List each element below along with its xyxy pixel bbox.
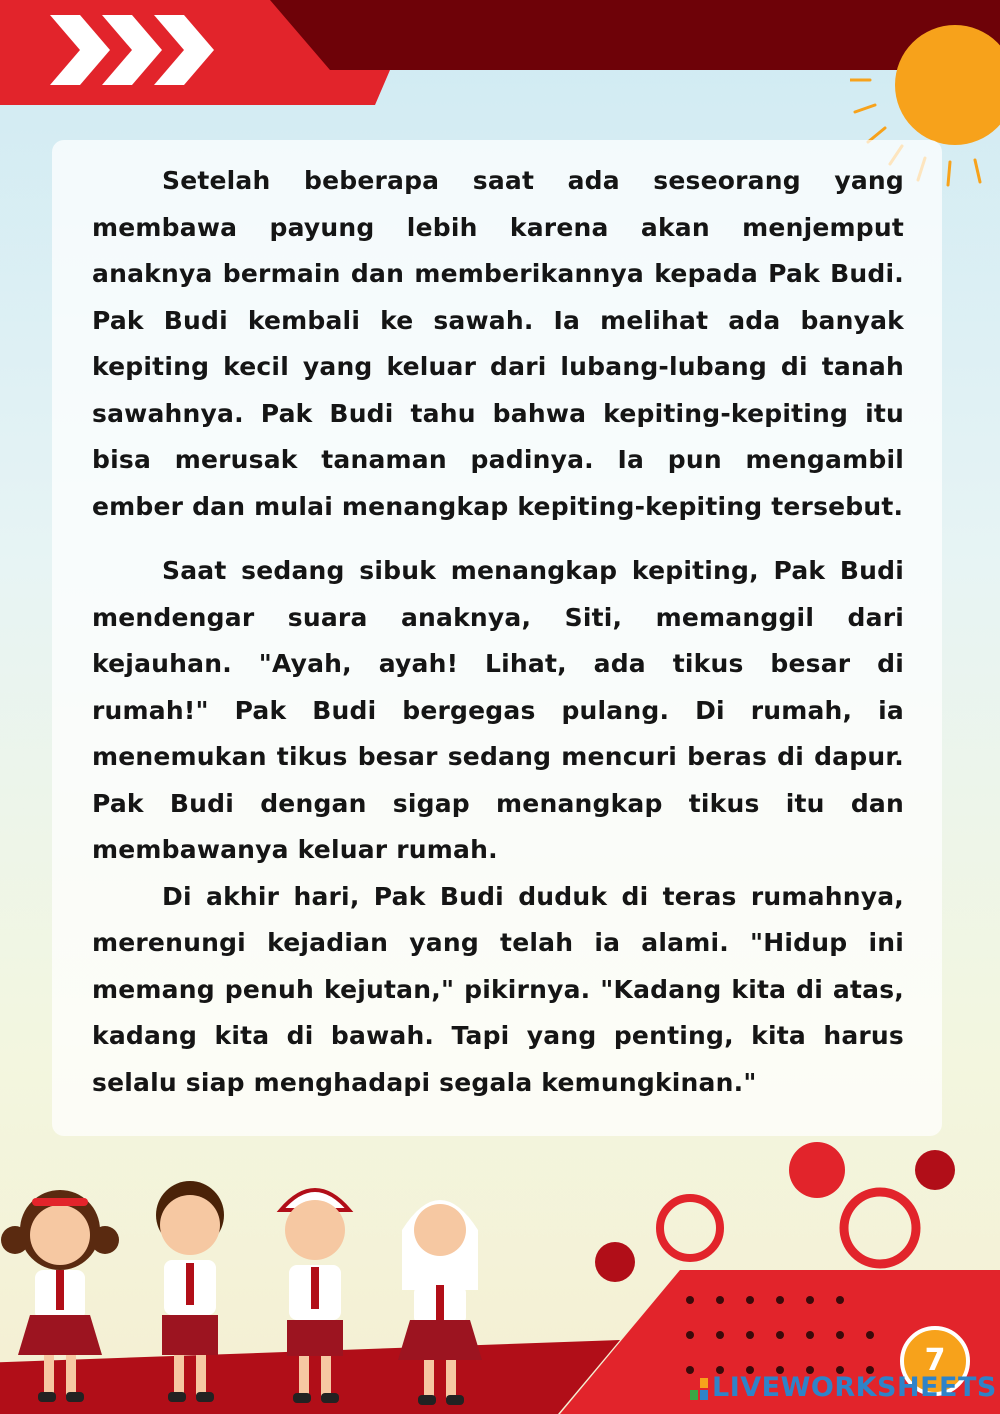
story-paragraph: Saat sedang sibuk menangkap kepiting, Pak Budi mendengar suara anaknya, Siti, memanggil dari kejauhan. "Ayah, ayah! Lihat, ada tikus besar di rumah!" Pak Budi bergegas pulang. Di rumah, ia menemukan tikus besar sedang mencuri beras di dapur. Pak Budi dengan sigap menangkap tikus itu dan membawanya keluar rumah.: [92, 556, 904, 864]
story-paragraph: Di akhir hari, Pak Budi duduk di teras rumahnya, merenungi kejadian yang telah ia alami. "Hidup ini memang penuh kejutan," pikirnya. "Kadang kita di atas, kadang kita di bawah. Tapi yang penting, kita harus selalu siap menghadapi segala kemungkinan.": [92, 881, 904, 1097]
liveworksheets-logo-icon: [690, 1378, 708, 1400]
chevron-arrows-icon: [40, 10, 230, 90]
decorative-circles: [590, 1140, 990, 1290]
story-paragraph: Setelah beberapa saat ada seseorang yang membawa payung lebih karena akan menjemput anaknya bermain dan memberikannya kepada Pak Budi. Pak Budi kembali ke sawah. Ia melihat ada banyak kepiting kecil yang keluar dari lubang-lubang di tanah sawahnya. Pak Budi tahu bahwa kepiting-kepiting itu bisa merusak tanaman padinya. Ia pun mengambil ember dan mulai menangkap kepiting-kepiting tersebut.: [92, 166, 904, 521]
page-number-badge: 7: [900, 1326, 970, 1396]
watermark-text: LIVEWORKSHEETS: [712, 1372, 997, 1403]
liveworksheets-watermark: [690, 1372, 997, 1403]
story-text: [92, 158, 904, 1106]
schoolchildren-illustration: [0, 1170, 540, 1414]
